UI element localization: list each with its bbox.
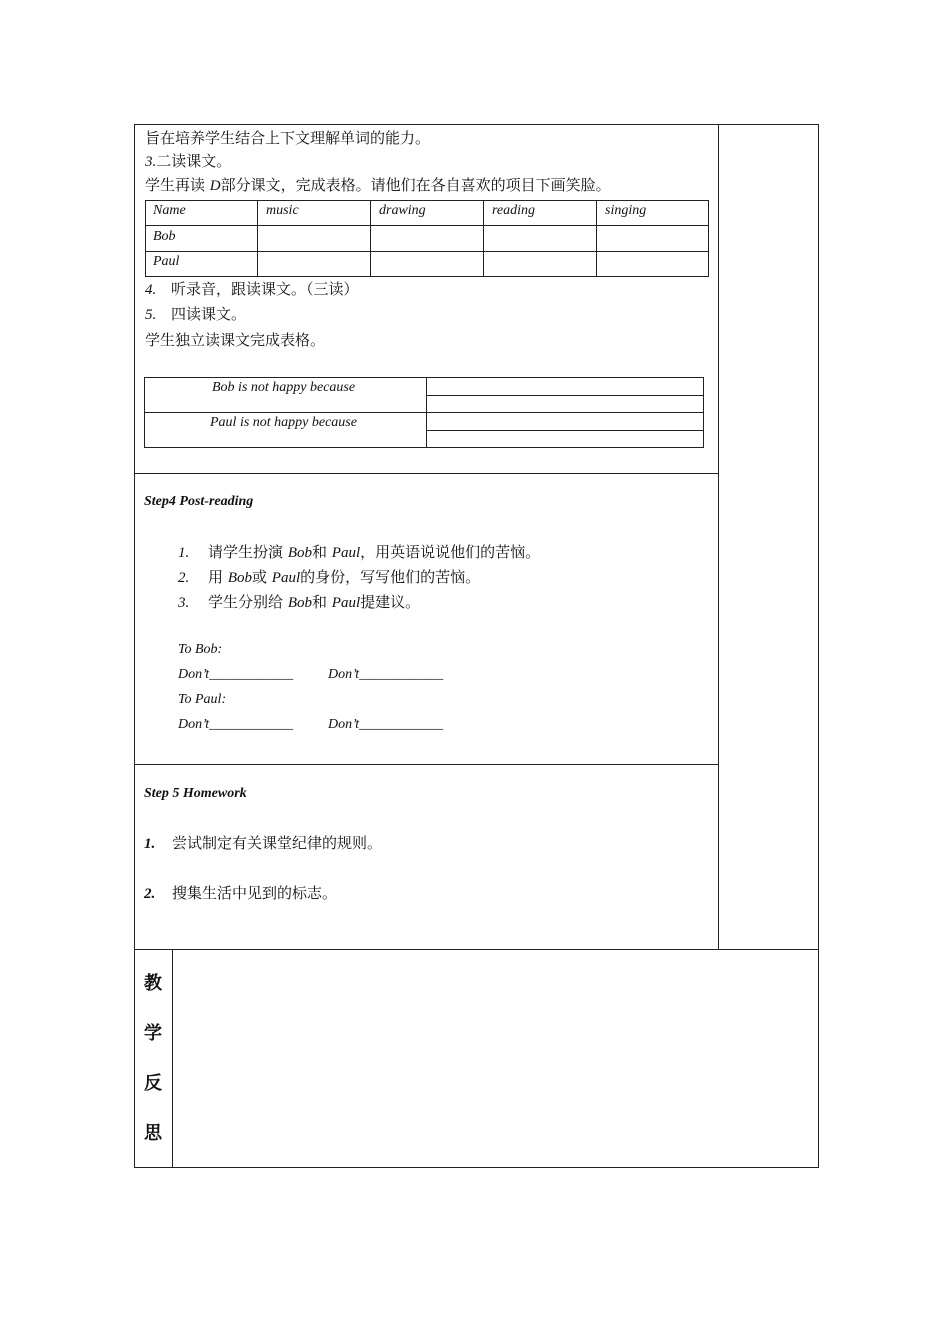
table-row-paul: Paul: [153, 254, 180, 269]
homework-text: 尝试制定有关课堂纪律的规则。: [172, 834, 383, 852]
step5-title: Step 5 Homework: [144, 786, 247, 801]
dont-blank-2: Don’t____________: [328, 667, 444, 682]
homework-number: 2.: [144, 886, 156, 902]
independent-reading-line: 学生独立读课文完成表格。: [145, 331, 326, 349]
step4-item-3: [178, 593, 420, 612]
item-text: 的身份，写写他们的苦恼。: [300, 568, 481, 586]
section-divider-2: [134, 764, 718, 765]
instruction-text-b: 部分课文，完成表格。请他们在各自喜欢的项目下画笑脸。: [220, 176, 611, 194]
homework-item-2: [144, 884, 337, 903]
name-bob: Bob: [287, 595, 312, 611]
item-number: 3.: [178, 595, 190, 611]
step-4-text: 听录音，跟读课文。（三读）: [171, 280, 359, 298]
dont-blank-4: Don’t____________: [328, 717, 444, 732]
table-header-name: Name: [153, 203, 186, 218]
table-header-music: music: [266, 203, 299, 218]
step4-title: Step4 Post-reading: [144, 494, 254, 509]
item-text: 和: [312, 543, 328, 561]
item-text: 请学生扮演: [208, 543, 284, 561]
step-3-text: 二读课文。: [156, 152, 232, 170]
reflection-char-4: 思: [144, 1123, 162, 1144]
step-5-number: 5.: [145, 307, 157, 323]
step-4-number: 4.: [145, 282, 157, 298]
item-number: 2.: [178, 570, 190, 586]
frame-top-line: [134, 124, 819, 125]
table-header-reading: reading: [492, 203, 536, 218]
step-3-line: [145, 152, 231, 171]
homework-number: 1.: [144, 836, 156, 852]
reflection-char-3: 反: [144, 1073, 162, 1094]
step-5-line: [145, 305, 246, 324]
table-header-singing: singing: [605, 203, 647, 218]
bob-not-happy-label: Bob is not happy because: [212, 380, 356, 395]
step-4-line: [145, 280, 359, 299]
to-paul-label: To Paul:: [178, 692, 227, 707]
reflection-char-1: 教: [144, 973, 162, 994]
name-bob: Bob: [227, 570, 252, 586]
step4-item-1: [178, 543, 540, 562]
item-text: 用: [208, 568, 224, 586]
intro-line: 旨在培养学生结合上下文理解单词的能力。: [145, 129, 431, 147]
frame-bottom-line: [134, 1167, 819, 1168]
section-divider-3: [134, 949, 819, 950]
item-text: 学生分别给: [208, 593, 284, 611]
instruction-text-a: 学生再读: [145, 176, 206, 194]
step-3-number: 3.: [145, 154, 157, 170]
item-text: 和: [312, 593, 328, 611]
homework-text: 搜集生活中见到的标志。: [172, 884, 338, 902]
step4-item-2: [178, 568, 480, 587]
item-text: 或: [252, 568, 268, 586]
dont-blank-1: Don’t____________: [178, 667, 294, 682]
homework-item-1: [144, 834, 382, 853]
table-row-bob: Bob: [153, 229, 176, 244]
instruction-part-d: D: [209, 178, 221, 194]
frame-left-line: [134, 124, 135, 1168]
item-text: 提建议。: [360, 593, 421, 611]
name-paul: Paul: [271, 570, 301, 586]
side-column-line: [718, 124, 719, 950]
table-header-drawing: drawing: [379, 203, 426, 218]
section-divider-1: [134, 473, 718, 474]
dont-blank-3: Don’t____________: [178, 717, 294, 732]
reflection-label-line: [172, 949, 173, 1168]
name-paul: Paul: [331, 545, 361, 561]
reflection-char-2: 学: [144, 1023, 162, 1044]
item-text: ，用英语说说他们的苦恼。: [360, 543, 541, 561]
instruction-line: [145, 176, 611, 195]
name-paul: Paul: [331, 595, 361, 611]
step-5-text: 四读课文。: [171, 305, 247, 323]
paul-not-happy-label: Paul is not happy because: [210, 415, 357, 430]
frame-right-line: [818, 124, 819, 1168]
to-bob-label: To Bob:: [178, 642, 223, 657]
item-number: 1.: [178, 545, 190, 561]
name-bob: Bob: [287, 545, 312, 561]
